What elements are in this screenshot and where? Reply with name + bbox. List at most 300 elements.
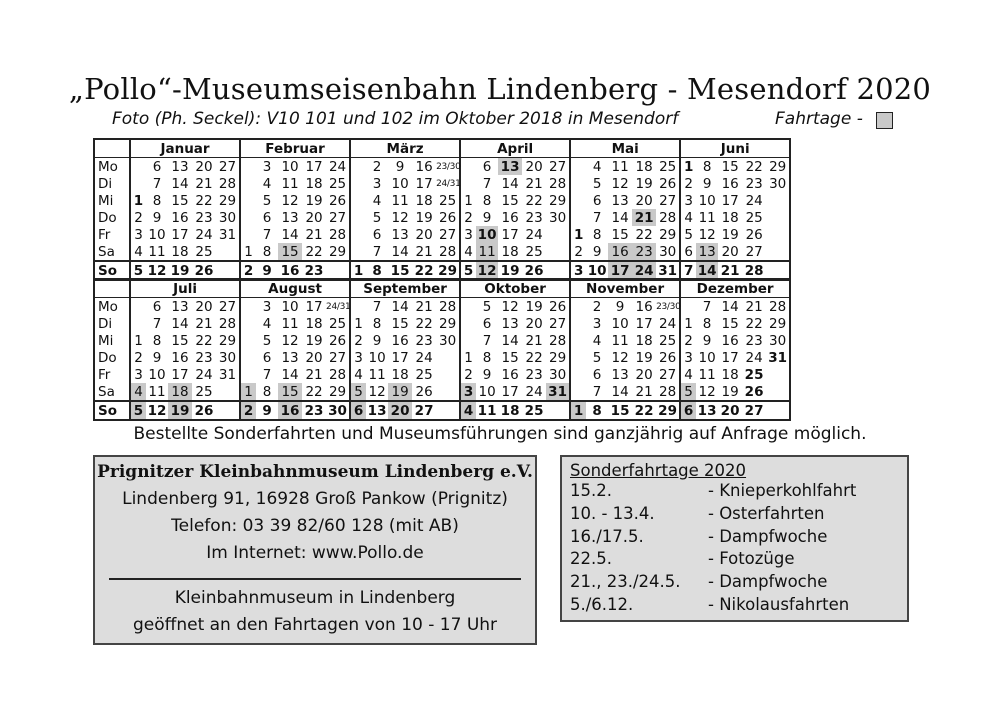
day-cell: 9	[702, 332, 712, 349]
day-cell: 18	[721, 209, 739, 226]
day-cell: 21	[718, 261, 742, 280]
day-cell: 6	[592, 192, 602, 209]
day-cell: 23	[632, 243, 656, 261]
day-cell: 21	[305, 226, 323, 243]
day-cell	[570, 383, 586, 401]
day-cell: 5	[460, 261, 476, 280]
day-cell: 16	[415, 158, 433, 175]
day-cell	[570, 209, 586, 226]
day-cell: 16	[501, 209, 519, 226]
day-cell: 28	[438, 243, 457, 260]
special-trip-event: - Dampfwoche	[708, 572, 828, 592]
day-cell: 9	[395, 158, 405, 175]
page-title: „Pollo“-Museumseisenbahn Lindenberg - Mesendorf 2020	[68, 72, 932, 106]
month-header: Januar	[130, 139, 240, 158]
day-cell: 12	[368, 383, 386, 400]
museum-phone: Telefon: 03 39 82/60 128 (mit AB)	[171, 516, 459, 536]
day-cell: 2	[680, 332, 696, 349]
day-cell: 25	[745, 209, 763, 226]
special-trip-item	[570, 572, 907, 595]
day-cell: 6	[262, 209, 272, 226]
day-cell: 14	[391, 298, 409, 315]
day-cell	[460, 175, 476, 192]
special-trips-title: Sonderfahrtage 2020	[570, 461, 747, 480]
weekday-label: Mo	[94, 298, 130, 316]
opening-hours: geöffnet an den Fahrtagen von 10 - 17 Uhr	[132, 615, 498, 635]
day-cell: 28	[438, 298, 457, 315]
day-cell: 29	[548, 349, 567, 366]
day-cell: 19	[635, 349, 653, 366]
day-cell: 14	[281, 366, 299, 383]
day-cell: 12	[281, 192, 299, 209]
day-cell: 5	[262, 192, 272, 209]
day-cell: 22	[745, 158, 763, 175]
day-cell: 19	[305, 192, 323, 209]
day-cell	[130, 175, 146, 192]
day-cell: 27	[438, 226, 457, 243]
day-cell: 11	[611, 158, 629, 175]
day-cell: 4	[592, 158, 602, 175]
day-cell: 18	[415, 192, 433, 209]
day-cell: 4	[372, 192, 382, 209]
day-cell: 9	[152, 349, 162, 366]
day-cell	[350, 192, 366, 209]
day-cell: 10	[698, 349, 716, 366]
day-cell: 21	[415, 298, 433, 315]
day-cell: 3	[350, 349, 366, 366]
day-cell: 30	[769, 175, 787, 192]
day-cell: 25	[195, 243, 213, 260]
day-cell: 15	[611, 226, 629, 243]
day-cell: 3	[130, 226, 146, 243]
day-cell: 24	[195, 366, 213, 383]
day-cell: 5	[130, 401, 146, 420]
day-cell: 15	[278, 383, 302, 401]
day-cell: 18	[305, 175, 323, 192]
day-cell: 9	[482, 209, 492, 226]
day-cell: 12	[281, 332, 299, 349]
day-cell: 13	[498, 158, 522, 176]
day-cell: 22	[305, 383, 323, 400]
special-trip-event: - Nikolausfahrten	[708, 594, 850, 614]
day-cell: 18	[305, 315, 323, 332]
day-cell: 24/31	[436, 178, 461, 189]
day-cell: 15	[391, 315, 409, 332]
day-cell: 7	[372, 298, 382, 315]
day-cell: 2	[240, 401, 256, 420]
special-trip-item	[570, 549, 907, 572]
day-cell: 25	[415, 366, 433, 383]
day-cell: 15	[278, 243, 302, 261]
month-header: März	[350, 139, 460, 158]
day-cell: 1	[350, 261, 366, 280]
day-cell: 3	[262, 158, 272, 175]
day-cell	[436, 366, 460, 383]
day-cell: 23	[525, 209, 543, 226]
day-cell: 5	[482, 298, 492, 315]
day-cell: 10	[148, 226, 166, 243]
day-cell: 10	[368, 349, 386, 366]
day-cell: 4	[460, 401, 476, 420]
day-cell: 7	[680, 261, 696, 280]
day-cell: 10	[281, 158, 299, 175]
day-cell: 11	[391, 192, 409, 209]
day-cell	[130, 315, 146, 332]
day-cell: 18	[171, 243, 189, 260]
day-cell: 6	[482, 158, 492, 175]
special-trip-date: 5./6.12.	[570, 594, 634, 614]
day-cell: 7	[152, 175, 162, 192]
day-cell: 23	[195, 349, 213, 366]
day-cell	[570, 298, 586, 316]
day-cell: 4	[130, 243, 146, 261]
day-cell: 19	[388, 383, 412, 401]
day-cell: 11	[148, 383, 166, 400]
day-cell: 8	[366, 261, 388, 280]
day-cell: 16	[635, 298, 653, 315]
day-cell: 26	[659, 175, 677, 192]
day-cell	[460, 332, 476, 349]
day-cell: 12	[611, 349, 629, 366]
day-cell: 21	[415, 243, 433, 260]
day-cell: 26	[744, 383, 764, 400]
day-cell	[766, 243, 790, 261]
day-cell: 9	[152, 209, 162, 226]
day-cell: 30	[768, 332, 787, 349]
day-cell: 2	[240, 261, 256, 280]
weekday-label: Do	[94, 349, 130, 366]
day-cell	[350, 243, 366, 261]
day-cell: 10	[391, 175, 409, 192]
day-cell: 18	[635, 332, 653, 349]
month-header: Dezember	[680, 279, 790, 298]
day-cell: 15	[501, 192, 519, 209]
day-cell: 31	[768, 349, 787, 366]
day-cell	[766, 192, 790, 209]
day-cell: 8	[592, 226, 602, 243]
day-cell: 13	[281, 349, 299, 366]
day-cell: 7	[372, 243, 382, 260]
day-cell: 15	[721, 158, 739, 175]
month-header: Februar	[240, 139, 350, 158]
day-cell: 19	[305, 332, 323, 349]
day-cell: 19	[721, 383, 739, 400]
day-cell: 9	[592, 243, 602, 260]
day-cell: 10	[478, 383, 496, 400]
day-cell: 8	[482, 349, 492, 366]
day-cell: 29	[656, 401, 680, 420]
day-cell: 9	[372, 332, 382, 349]
day-cell	[460, 315, 476, 332]
day-cell: 16	[608, 243, 632, 261]
day-cell: 27	[659, 192, 677, 209]
day-cell: 11	[698, 209, 716, 226]
day-cell: 19	[721, 226, 739, 243]
day-cell: 13	[391, 226, 409, 243]
day-cell: 29	[436, 261, 460, 280]
day-cell: 25	[522, 401, 546, 420]
day-cell: 17	[501, 383, 519, 400]
day-cell	[570, 175, 586, 192]
day-cell: 14	[391, 243, 409, 260]
day-cell: 24	[632, 261, 656, 280]
day-cell: 12	[501, 298, 519, 315]
day-cell: 5	[680, 226, 696, 243]
museum-name: Prignitzer Kleinbahnmuseum Lindenberg e.V.	[97, 462, 533, 482]
month-header: April	[460, 139, 570, 158]
day-cell: 25	[658, 332, 677, 349]
day-cell: 21	[525, 332, 543, 349]
day-cell: 14	[721, 298, 739, 315]
day-cell: 29	[549, 192, 567, 209]
day-cell: 20	[388, 401, 412, 420]
day-cell: 12	[147, 402, 167, 419]
day-cell: 14	[611, 209, 629, 226]
day-cell: 26	[415, 383, 433, 400]
day-cell: 24	[745, 192, 763, 209]
day-cell: 27	[328, 209, 347, 226]
day-cell: 4	[680, 209, 696, 226]
day-cell: 10	[587, 262, 607, 279]
day-cell: 16	[171, 349, 189, 366]
day-cell: 27	[549, 158, 567, 175]
day-cell: 2	[372, 158, 382, 175]
day-cell: 9	[482, 366, 492, 383]
day-cell: 21	[305, 366, 323, 383]
day-cell: 17	[391, 349, 409, 366]
special-trips-box	[560, 455, 909, 622]
day-cell	[570, 332, 586, 349]
day-cell: 24	[195, 226, 213, 243]
day-cell: 25	[438, 192, 457, 209]
day-cell: 4	[262, 175, 272, 192]
day-cell: 18	[498, 401, 522, 420]
day-cell: 3	[592, 315, 602, 332]
day-cell: 11	[477, 402, 497, 419]
day-cell: 1	[130, 332, 146, 349]
special-trip-event: - Fotozüge	[708, 549, 795, 569]
legend-swatch	[876, 112, 893, 129]
day-cell: 6	[680, 401, 696, 420]
day-cell: 14	[501, 332, 519, 349]
weekday-label: So	[94, 401, 130, 420]
day-cell	[436, 349, 460, 366]
day-cell: 5	[350, 383, 366, 401]
day-cell: 25	[328, 315, 347, 332]
day-cell: 29	[659, 226, 677, 243]
day-cell	[570, 349, 586, 366]
day-cell: 6	[482, 315, 492, 332]
photo-caption: Foto (Ph. Seckel): V10 101 und 102 im Oktober 2018 in Mesendorf	[112, 109, 679, 129]
day-cell: 19	[168, 261, 192, 280]
day-cell: 11	[368, 366, 386, 383]
day-cell: 23	[302, 401, 326, 420]
day-cell: 1	[680, 158, 696, 176]
day-cell: 22	[195, 332, 213, 349]
day-cell: 25	[659, 158, 677, 175]
day-cell: 8	[152, 192, 162, 209]
day-cell	[766, 401, 790, 420]
day-cell: 19	[635, 175, 653, 192]
day-cell: 5	[592, 349, 602, 366]
month-header: Oktober	[460, 279, 570, 298]
day-cell: 15	[171, 192, 189, 209]
day-cell: 12	[611, 175, 629, 192]
day-cell: 29	[769, 158, 787, 175]
day-cell: 14	[281, 226, 299, 243]
day-cell	[766, 383, 790, 401]
day-cell: 31	[218, 226, 237, 243]
day-cell: 17	[501, 226, 519, 243]
day-cell: 26	[548, 298, 567, 315]
special-trip-date: 22.5.	[570, 549, 612, 569]
day-cell: 24	[525, 226, 543, 243]
day-cell	[766, 226, 790, 243]
day-cell	[240, 349, 256, 366]
day-cell: 28	[218, 175, 237, 192]
booking-note: Bestellte Sonderfahrten und Museumsführungen sind ganzjährig auf Anfrage möglich.	[133, 424, 867, 444]
weekday-label: Sa	[94, 243, 130, 261]
calendar-first-half	[93, 138, 791, 281]
day-cell: 23	[745, 175, 763, 192]
day-cell: 26	[438, 209, 457, 226]
day-cell: 1	[240, 243, 256, 261]
day-cell: 20	[305, 349, 323, 366]
month-header: Mai	[570, 139, 680, 158]
museum-info-box	[93, 455, 537, 645]
day-cell: 11	[698, 366, 716, 383]
day-cell: 20	[635, 192, 653, 209]
day-cell: 13	[171, 298, 189, 315]
month-header: November	[570, 279, 680, 298]
day-cell: 11	[611, 332, 629, 349]
day-cell: 22	[412, 261, 436, 280]
day-cell: 25	[195, 383, 213, 400]
day-cell: 21	[745, 298, 763, 315]
day-cell: 13	[697, 402, 717, 419]
day-cell: 29	[328, 243, 347, 260]
day-cell: 26	[745, 226, 763, 243]
day-cell: 29	[438, 315, 457, 332]
day-cell: 7	[702, 298, 712, 315]
day-cell	[546, 243, 570, 261]
day-cell: 28	[549, 175, 567, 192]
day-cell	[240, 298, 256, 316]
weekday-label: Sa	[94, 383, 130, 401]
day-cell: 18	[635, 158, 653, 175]
day-cell: 7	[152, 315, 162, 332]
day-cell: 20	[525, 315, 543, 332]
special-trip-event: - Dampfwoche	[708, 526, 828, 546]
day-cell: 21	[195, 315, 213, 332]
day-cell: 15	[501, 349, 519, 366]
day-cell: 28	[768, 298, 787, 315]
special-trip-item	[570, 595, 907, 618]
day-cell: 26	[328, 192, 347, 209]
weekday-label: Mi	[94, 192, 130, 209]
special-trip-item	[570, 527, 907, 550]
museum-address: Lindenberg 91, 16928 Groß Pankow (Prignitz)	[122, 489, 508, 509]
day-cell: 19	[415, 209, 433, 226]
day-cell: 21	[635, 383, 653, 400]
day-cell: 17	[305, 298, 323, 315]
day-cell: 30	[218, 349, 237, 366]
special-trip-event: - Osterfahrten	[708, 503, 825, 523]
day-cell: 28	[218, 315, 237, 332]
day-cell: 10	[477, 226, 497, 243]
day-cell: 20	[195, 158, 213, 175]
day-cell: 16	[721, 332, 739, 349]
day-cell: 28	[548, 332, 567, 349]
day-cell: 23	[302, 261, 326, 280]
day-cell: 7	[482, 175, 492, 192]
opening-title: Kleinbahnmuseum in Lindenberg	[174, 588, 456, 608]
weekday-label: Do	[94, 209, 130, 226]
day-cell: 2	[680, 175, 696, 192]
day-cell: 13	[171, 158, 189, 175]
day-cell: 15	[171, 332, 189, 349]
day-cell	[240, 158, 256, 176]
day-cell	[240, 315, 256, 332]
day-cell	[216, 243, 240, 261]
day-cell	[240, 332, 256, 349]
day-cell: 22	[745, 315, 763, 332]
day-cell: 28	[742, 261, 766, 280]
day-cell	[240, 226, 256, 243]
day-cell: 11	[476, 243, 498, 261]
day-cell: 14	[611, 383, 629, 400]
day-cell: 21	[525, 175, 543, 192]
day-cell: 19	[498, 261, 522, 280]
day-cell: 11	[281, 175, 299, 192]
special-trip-date: 16./17.5.	[570, 526, 644, 546]
day-cell: 6	[262, 349, 272, 366]
day-cell: 29	[218, 332, 237, 349]
day-cell: 3	[460, 383, 476, 401]
day-cell: 5	[262, 332, 272, 349]
day-cell: 23	[415, 332, 433, 349]
day-cell: 22	[632, 401, 656, 420]
day-cell: 17	[171, 226, 189, 243]
day-cell: 21	[632, 209, 656, 226]
day-cell: 1	[460, 192, 476, 209]
day-cell: 12	[698, 226, 716, 243]
special-trip-date: 21., 23./24.5.	[570, 572, 681, 592]
divider	[109, 578, 521, 580]
day-cell: 1	[130, 192, 146, 209]
day-cell: 4	[350, 366, 366, 383]
day-cell: 25	[328, 175, 347, 192]
day-cell	[460, 298, 476, 316]
day-cell: 1	[570, 401, 586, 420]
day-cell: 8	[262, 243, 272, 260]
day-cell: 22	[415, 315, 433, 332]
day-cell: 24	[745, 349, 763, 366]
day-cell: 26	[328, 332, 347, 349]
day-cell: 9	[702, 175, 712, 192]
day-cell: 24	[658, 315, 677, 332]
day-cell: 27	[412, 401, 436, 420]
day-cell	[350, 158, 366, 176]
day-cell: 13	[611, 366, 629, 383]
day-cell	[546, 226, 570, 243]
special-trip-date: 15.2.	[570, 481, 612, 500]
day-cell: 17	[721, 192, 739, 209]
day-cell: 5	[130, 261, 146, 280]
day-cell	[546, 401, 570, 420]
day-cell: 2	[130, 209, 146, 226]
day-cell: 24	[328, 158, 347, 175]
